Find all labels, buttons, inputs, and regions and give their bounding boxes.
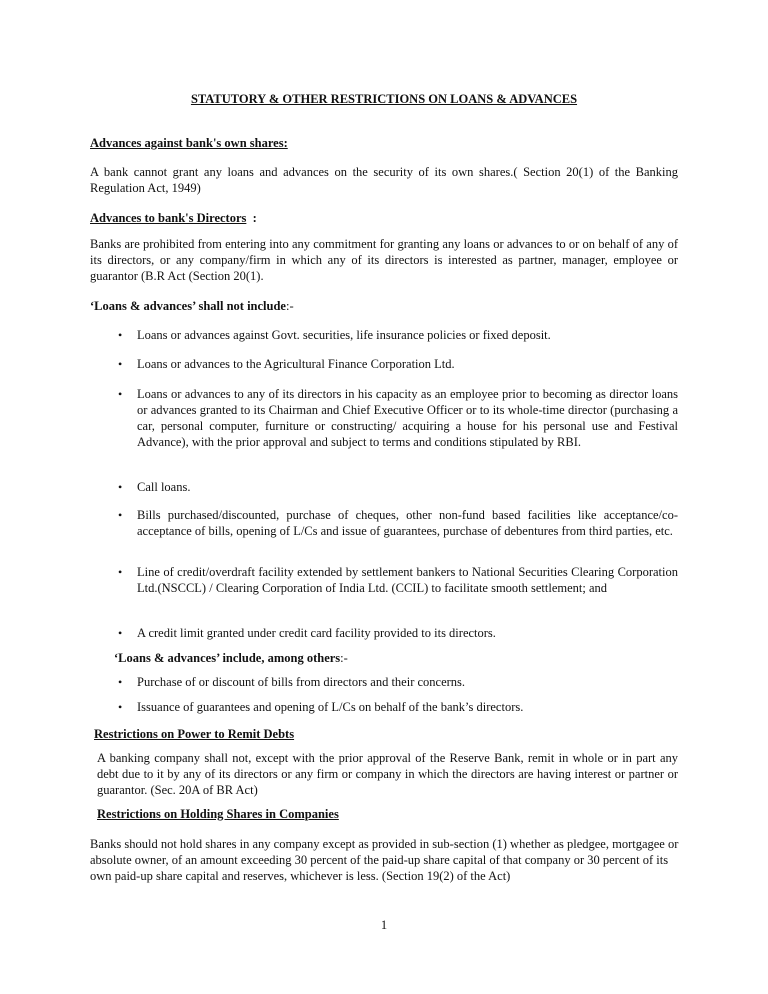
bullet-dot: • — [118, 508, 123, 522]
list-item: Issuance of guarantees and opening of L/Cs on behalf of the bank’s directors. — [137, 700, 524, 714]
heading-holding: Restrictions on Holding Shares in Companies — [97, 807, 339, 821]
bullet-dot: • — [118, 675, 123, 689]
bullet-dot: • — [118, 328, 123, 342]
heading-include-suffix: :- — [340, 651, 348, 665]
heading-remit: Restrictions on Power to Remit Debts — [94, 727, 295, 741]
bullet-dot: • — [118, 357, 123, 371]
list-item: Loans or advances to the Agricultural Finance Corporation Ltd. — [137, 357, 455, 371]
heading-not-include-wrap — [90, 298, 294, 314]
heading-directors: Advances to bank's Directors — [90, 211, 247, 225]
bullet-dot: • — [118, 626, 123, 640]
heading-include-wrap — [114, 650, 348, 666]
bullet-dot: • — [118, 565, 123, 579]
heading-directors-suffix: : — [246, 211, 257, 225]
list-item: Bills purchased/discounted, purchase of cheques, other non-fund based facilities like acceptance/co-acceptance of bills, opening of L/Cs and issue of guarantees, purchase of debentures from third parties, etc. — [137, 508, 678, 538]
para-holding: Banks should not hold shares in any company except as provided in sub-section (1) whether as pledgee, mortgagee or absolute owner, of an amount exceeding 30 percent of the paid-up share capital of that company or 30 percent of its own paid-up share capital and reserves, whichever is less. (Section 19(2) of the Act) — [90, 837, 679, 883]
para-directors: Banks are prohibited from entering into any commitment for granting any loans or advances to or on behalf of any of its directors, or any company/firm in which any of its directors is interested as partner, manager, employee or guarantor (B.R Act (Section 20(1). — [90, 237, 678, 283]
list-item: Loans or advances against Govt. securities, life insurance policies or fixed deposit. — [137, 328, 551, 342]
list-item: Line of credit/overdraft facility extended by settlement bankers to National Securities Clearing Corporation Ltd.(NSCCL) / Clearing Corporation of India Ltd. (CCIL) to facilitate smooth settlement; and — [137, 565, 678, 595]
heading-directors-wrap — [90, 210, 257, 226]
list-item: Loans or advances to any of its directors in his capacity as an employee prior to becoming as director loans or advances granted to its Chairman and Chief Executive Officer or to its whole-time director (purchasing a car, personal computer, furniture or constructing/ acquiring a house for his personal use and Festival Advance), with the prior approval and subject to terms and conditions stipulated by RBI. — [137, 387, 678, 449]
heading-own-shares: Advances against bank's own shares: — [90, 136, 288, 150]
bullet-dot: • — [118, 700, 123, 714]
bullet-dot: • — [118, 387, 123, 401]
list-item: Purchase of or discount of bills from directors and their concerns. — [137, 675, 466, 689]
heading-not-include: ‘Loans & advances’ shall not include — [90, 299, 286, 313]
list-item: Call loans. — [137, 480, 191, 494]
list-item: A credit limit granted under credit card facility provided to its directors. — [137, 626, 496, 640]
bullet-dot: • — [118, 480, 123, 494]
page-number: 1 — [380, 918, 388, 932]
page-title: STATUTORY & OTHER RESTRICTIONS ON LOANS & ADVANCES — [190, 92, 578, 106]
heading-include: ‘Loans & advances’ include, among others — [114, 651, 341, 665]
para-remit: A banking company shall not, except with the prior approval of the Reserve Bank, remit in whole or in part any debt due to it by any of its directors or any firm or company in which the directors are having interest or partner or guarantor. (Sec. 20A of BR Act) — [97, 751, 678, 797]
para-own-shares: A bank cannot grant any loans and advances on the security of its own shares.( Section 20(1) of the Banking Regulation Act, 1949) — [90, 165, 678, 195]
heading-not-include-suffix: :- — [285, 299, 294, 313]
